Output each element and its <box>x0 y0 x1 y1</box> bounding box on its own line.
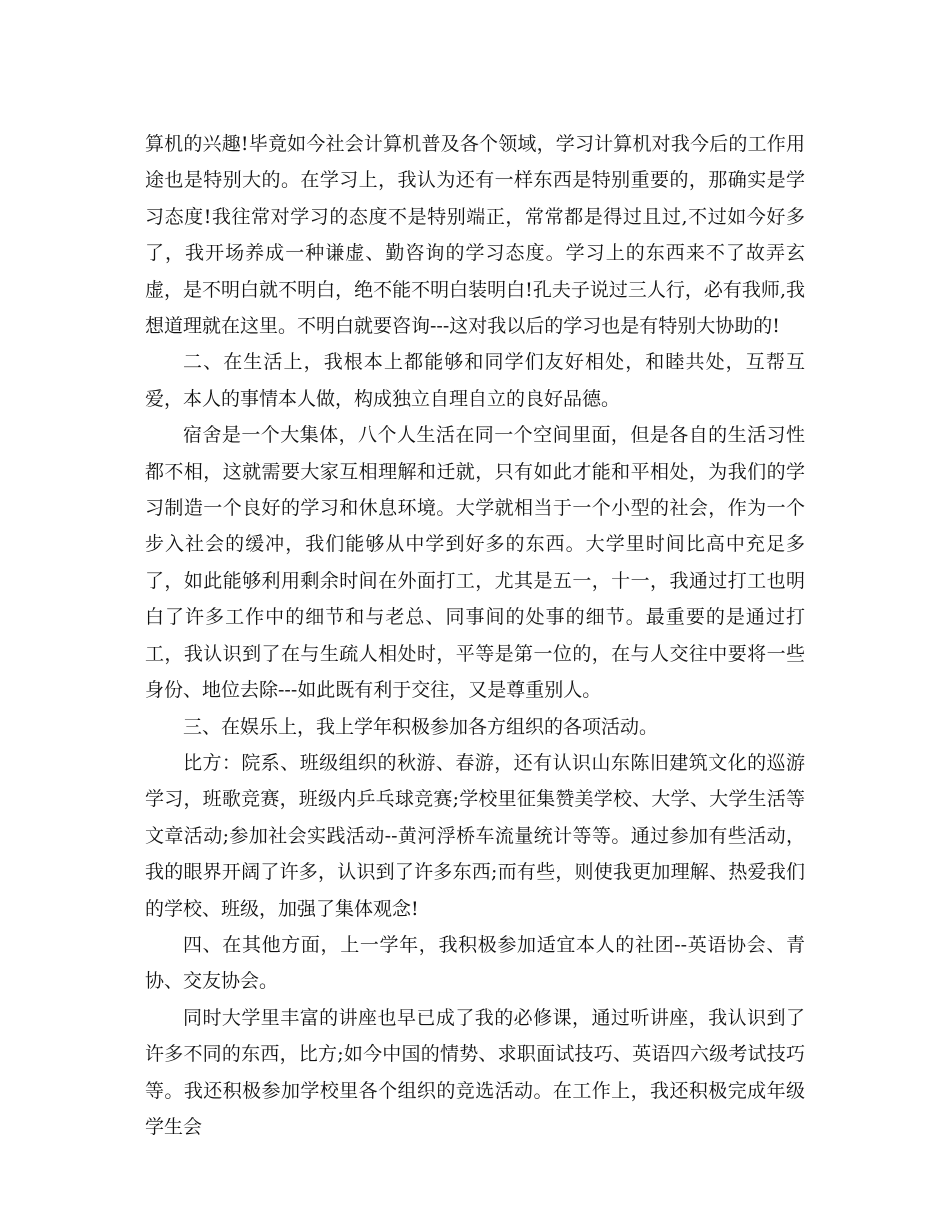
paragraph-3: 宿舍是一个大集体，八个人生活在同一个空间里面，但是各自的生活习性都不相，这就需要大家互相理解和迁就，只有如此才能和平相处，为我们的学习制造一个良好的学习和休息环境。大学就相当于一个小型的社会，作为一个步入社会的缓冲，我们能够从中学到好多的东西。大学里时间比高中充足多了，如此能够利用剩余时间在外面打工，尤其是五一，十一，我通过打工也明白了许多工作中的细节和与老总、同事间的处事的细节。最重要的是通过打工，我认识到了在与生疏人相处时，平等是第一位的，在与人交往中要将一些身份、地位去除---如此既有利于交往，又是尊重别人。 <box>145 424 805 702</box>
paragraph-6: 四、在其他方面，上一学年，我积极参加适宜本人的社团--英语协会、青协、交友协会。 <box>145 933 805 993</box>
paragraph-7: 同时大学里丰富的讲座也早已成了我的必修课，通过听讲座，我认识到了许多不同的东西，比方;如今中国的情势、求职面试技巧、英语四六级考试技巧等。我还积极参加学校里各个组织的竞选活动。在工作上，我还积极完成年级学生会 <box>145 1006 805 1138</box>
paragraph-2: 二、在生活上，我根本上都能够和同学们友好相处，和睦共处，互帮互爱，本人的事情本人做，构成独立自理自立的良好品德。 <box>145 351 805 410</box>
document-body <box>145 126 805 1145</box>
paragraph-5: 比方：院系、班级组织的秋游、春游，还有认识山东陈旧建筑文化的巡游学习，班歌竞赛，班级内乒乓球竞赛;学校里征集赞美学校、大学、大学生活等文章活动;参加社会实践活动--黄河浮桥车流量统计等等。通过参加有些活动，我的眼界开阔了许多，认识到了许多东西;而有些，则使我更加理解、热爱我们的学校、班级，加强了集体观念! <box>145 751 805 920</box>
paragraph-1: 算机的兴趣!毕竟如今社会计算机普及各个领域，学习计算机对我今后的工作用途也是特别大的。在学习上，我认为还有一样东西是特别重要的，那确实是学习态度!我往常对学习的态度不是特别端正，常常都是得过且过,不过如今好多了，我开场养成一种谦虚、勤咨询的学习态度。学习上的东西来不了故弄玄虚，是不明白就不明白，绝不能不明白装明白!孔夫子说过三人行，必有我师,我想道理就在这里。不明白就要咨询---这对我以后的学习也是有特别大协助的! <box>145 133 805 338</box>
paragraph-4: 三、在娱乐上，我上学年积极参加各方组织的各项活动。 <box>183 715 659 738</box>
